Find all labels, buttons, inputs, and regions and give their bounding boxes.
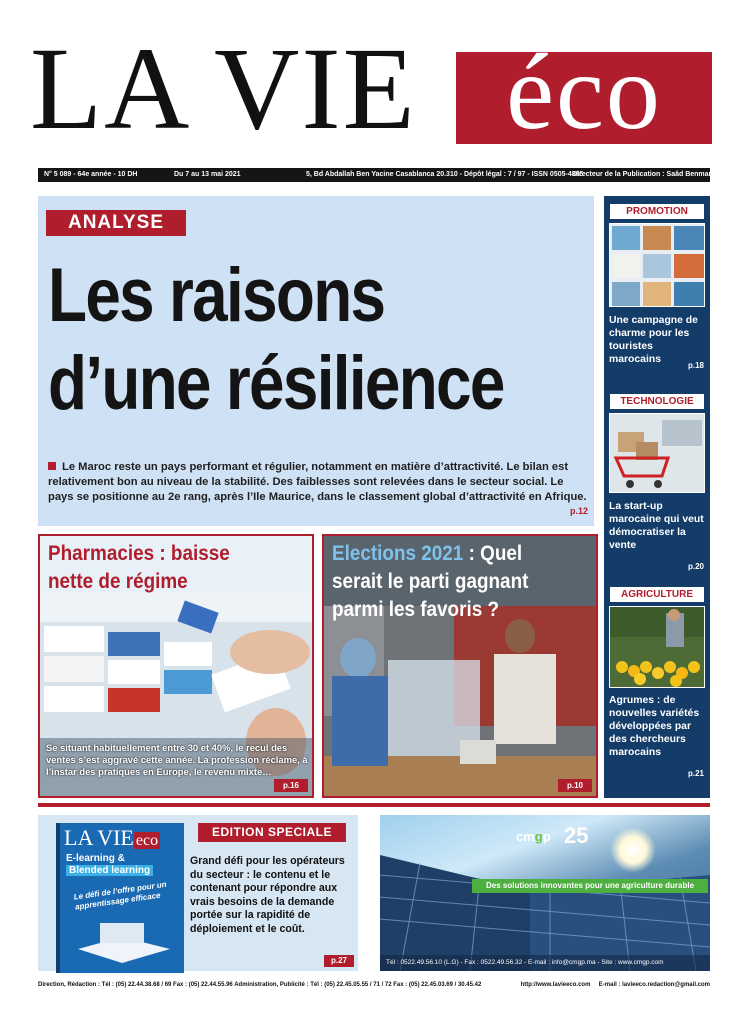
story-pharmacies[interactable] (38, 534, 314, 798)
cover-line-1: E-learning & (66, 853, 125, 864)
cover-line-3: Le défi de l’offre pour un apprentissage efficace (73, 879, 168, 912)
sidebar-tag-agriculture: AGRICULTURE (610, 587, 704, 602)
footer-site[interactable]: http://www.lavieeco.com (520, 982, 591, 988)
logo-letter-p: p (542, 829, 551, 844)
footer-contacts: Direction, Rédaction : Tél : (05) 22.44.38.68 / 69 Fax : (05) 22.44.55.96 Administration, Publicité : Tél : (05) 22.45.05.55 / 71 / 72 Fax : (05) 22.45.03.69 / 30.45.42 (38, 982, 482, 988)
masthead-eco: éco (456, 52, 712, 144)
story-headline-line-2: nette de régime (48, 570, 188, 593)
issue-number: N° 5 089 - 64e année - 10 DH (44, 171, 138, 178)
masthead-la-vie: LA VIE (30, 23, 417, 154)
section-label: ANALYSE (46, 210, 186, 236)
agriculture-text[interactable]: Agrumes : de nouvelles variétés développées par des chercheurs marocains (609, 695, 700, 758)
sun-icon (610, 827, 656, 873)
anniversary-badge: 25 (564, 823, 589, 848)
logo-letter-c: c (516, 829, 524, 844)
story-headline-rest: : Quel (463, 542, 523, 565)
special-edition-page: p.27 (324, 955, 354, 967)
logo-letter-m: m (523, 829, 535, 844)
issue-date: Du 7 au 13 mai 2021 (174, 171, 241, 178)
lead-summary-text: Le Maroc reste un pays performant et régulier, notamment en matière d’attractivité. Le bilan est relativement bon au niveau de la stabilité. Des faiblesses sont relevées dans le secteur social. Le pays se positionne au 2e rang, après l’Ile Maurice, dans le classement global d’attractivité en Afrique. (48, 461, 587, 503)
elections-photo (324, 606, 596, 798)
sidebar-tag-promotion: PROMOTION (610, 204, 704, 219)
lead-story[interactable] (38, 196, 594, 526)
headline-line-2: d’une résilience (48, 341, 504, 426)
promotion-image (609, 223, 705, 307)
cover-line-2: Blended learning (66, 865, 153, 876)
advertisement[interactable] (380, 815, 710, 971)
director: Directeur de la Publication : Saâd Benmansour (572, 171, 728, 178)
story-headline (332, 540, 528, 624)
agriculture-page: p.21 (687, 769, 704, 778)
page-ref: p.12 (569, 506, 588, 516)
advert-contact[interactable]: Tél : 0522.49.56.10 (L.G) - Fax : 0522.49.56.32 - E-mail : info@cmgp.ma - Site : www.cmgp.com (386, 959, 664, 966)
technology-page: p.20 (687, 562, 704, 571)
story-page: p.16 (274, 779, 308, 792)
lead-headline (48, 252, 502, 428)
footer-email[interactable]: E-mail : lavieeco.redaction@gmail.com (598, 982, 710, 988)
cover-logo-eco: eco (135, 832, 159, 849)
section-label: EDITION SPECIALE (198, 823, 346, 842)
story-headline-line-1 (332, 540, 528, 568)
advertiser-logo (516, 829, 551, 844)
technology-text[interactable]: La start-up marocaine qui veut démocratiser la vente (609, 501, 704, 551)
cover-logo-la-vie: LA VIE (64, 825, 134, 850)
story-elections[interactable] (322, 534, 598, 798)
footer-web (521, 982, 710, 988)
agriculture-image (609, 606, 705, 688)
sidebar-tag-technologie: TECHNOLOGIE (610, 394, 704, 409)
special-edition[interactable] (38, 815, 358, 971)
story-page: p.10 (558, 779, 592, 792)
info-bar (38, 168, 728, 182)
lead-summary (48, 460, 588, 505)
section-divider (38, 803, 710, 807)
story-headline (48, 540, 230, 596)
story-headline-line-2: serait le parti gagnant (332, 570, 529, 593)
cover-logo (64, 825, 160, 851)
special-edition-text: Grand défi pour les opérateurs du secteur : le contenu et le contenant pour répondre aux vrais besoins de la demande portée sur la rapidité de déploiement et le coût. (190, 855, 345, 935)
sidebar (604, 196, 710, 798)
promotion-page: p.18 (687, 361, 704, 370)
story-headline-highlight: Elections 2021 (332, 542, 464, 565)
headline-line-1: Les raisons (48, 253, 385, 338)
special-edition-cover (56, 823, 184, 973)
address: 5, Bd Abdallah Ben Yacine Casablanca 20.310 - Dépôt légal : 7 / 97 - ISSN 0505-4885 (306, 171, 584, 178)
story-caption: Se situant habituellement entre 30 et 40%, le recul des ventes s’est aggravé cette année. La profession réclame, à l’instar des pratiques en Europe, le revenu mixte… (46, 742, 308, 777)
logo-letter-g: g (534, 829, 543, 844)
story-headline-line-3: parmi les favoris ? (332, 598, 500, 621)
story-headline-line-1: Pharmacies : baisse (48, 542, 230, 565)
technology-image (609, 413, 705, 493)
cover-illustration (70, 919, 178, 967)
bullet-square-icon (48, 462, 56, 470)
advert-slogan: Des solutions innovantes pour une agriculture durable (472, 879, 708, 893)
footer (38, 982, 710, 988)
promotion-text[interactable]: Une campagne de charme pour les touristes marocains (609, 315, 698, 365)
